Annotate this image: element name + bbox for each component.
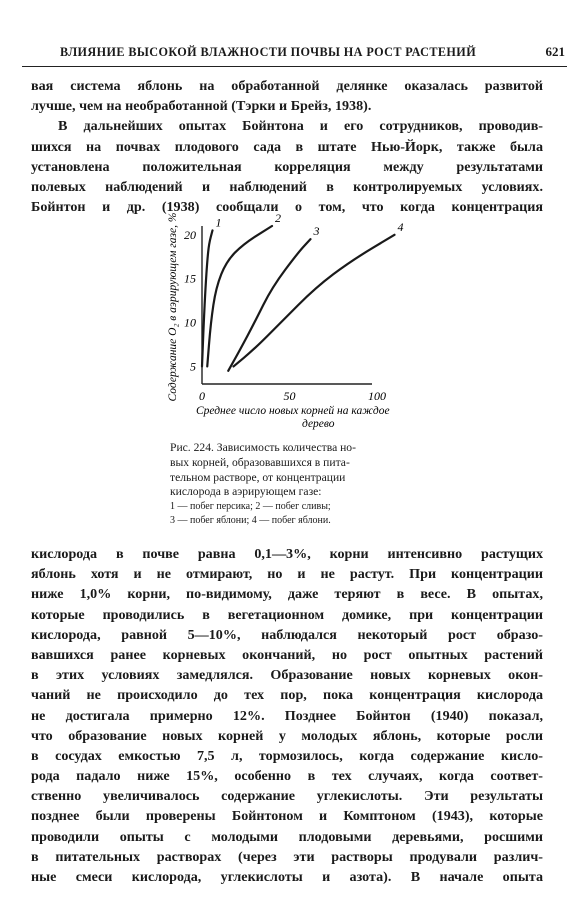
caption-legend-line: 1 — побег персика; 2 — побег сливы; [170,501,331,513]
y-tick-label: 20 [184,227,196,242]
series-line-4 [234,235,395,367]
series-line-1 [202,230,213,366]
text-line: чаний не происходило до тех пор, пока концентрация кислорода [31,687,543,704]
text-line: яблонь хотя и не отмирают, но и не растут. При концентрации [31,566,543,583]
caption-line: Рис. 224. Зависимость количества но- [170,441,356,454]
caption-line: кислорода в аэрирующем газе: [170,485,322,499]
text-line: позднее были проверены Бойнтоном и Комптоном (1943), которые [31,808,543,825]
y-axis-label: Содержание O₂ в аэрирующем газе, % [167,212,179,402]
text-line: ственно увеличивалось содержание углекислоты. Эти результаты [31,788,543,805]
text-line: которые проводились в вегетационном домике, при концентрации [31,606,543,623]
text-line: лучше, чем на необработанной (Тэрки и Брейз, 1938). [31,98,372,115]
text-line: в этих условиях замедлялся. Образование новых корневых окон- [31,667,543,684]
x-tick-label: 0 [199,389,205,403]
series-label-2: 2 [275,211,281,225]
series-label-3: 3 [313,224,320,239]
text-line: ные смеси кислорода, углекислоты и азота). В начале опыта [31,869,543,885]
text-line: кислорода, равной 5—10%, наблюдался некоторый рост образо- [31,626,543,643]
body-text-bottom [31,544,543,887]
caption-line: вых корней, образовавшихся в пита- [170,455,350,469]
y-tick-label: 10 [184,315,196,330]
caption-legend-line: 3 — побег яблони; 4 — побег яблони. [170,514,331,526]
series-lines [202,211,404,371]
tick-labels [184,228,386,403]
x-tick-label: 100 [368,389,386,403]
figure-caption [170,441,396,527]
figure-224 [140,200,440,440]
text-line: кислорода в почве равна 0,1—3%, корни интенсивно растущих [31,546,543,562]
root-growth-chart [140,200,440,440]
y-tick-label: 15 [184,271,196,286]
series-label-4: 4 [397,219,404,234]
text-line: вая система яблонь на обработанной делянке оказалась развитой [31,78,543,94]
text-line: установлена положительная корреляция между результатами [31,158,543,175]
text-line: проводили опыты с молодыми плодовыми деревьями, росшими [31,828,543,845]
text-line: не достигала примерно 12%. Позднее Бойнтон (1940) показал, [31,707,543,724]
caption-line: тельном растворе, от концентрации [170,470,346,484]
running-header [22,44,567,67]
running-title: ВЛИЯНИЕ ВЫСОКОЙ ВЛАЖНОСТИ ПОЧВЫ НА РОСТ РАСТЕНИЙ [60,45,477,59]
page-number: 621 [545,44,565,59]
series-line-2 [207,226,272,366]
text-line: вавшихся ранее корневых окончаний, но рост опытных растений [31,646,543,663]
series-label-1: 1 [215,215,222,230]
text-line: полевых наблюдений и наблюдений в контролируемых условиях. [31,178,543,195]
text-line: ниже 1,0% корни, по-видимому, даже теряют в весе. В опытах, [31,586,543,603]
x-tick-label: 50 [283,389,296,403]
text-line: в сосудах емкостью 7,5 л, тормозилось, когда содержание кисло- [31,747,543,764]
text-line: Бойнтон и др. (1938) сообщали о том, что когда концентрация [31,199,543,216]
text-line: что образование новых корней у молодых яблонь, которые росли [31,727,543,744]
text-line: В дальнейших опытах Бойнтона и его сотрудников, проводив- [58,118,543,135]
text-line: рода падало ниже 15%, особенно в тех случаях, когда соответ- [31,768,543,785]
x-axis-label-line-1: Среднее число новых корней на каждое [196,405,390,417]
text-line: в питательных растворах (через эти растворы продували различ- [31,848,543,865]
y-tick-label: 5 [190,359,196,374]
text-line: шихся на почвах плодового сада в штате Нью-Йорк, также была [31,138,543,155]
body-text-top [31,76,543,217]
x-axis-label-line-2: дерево [302,418,335,430]
